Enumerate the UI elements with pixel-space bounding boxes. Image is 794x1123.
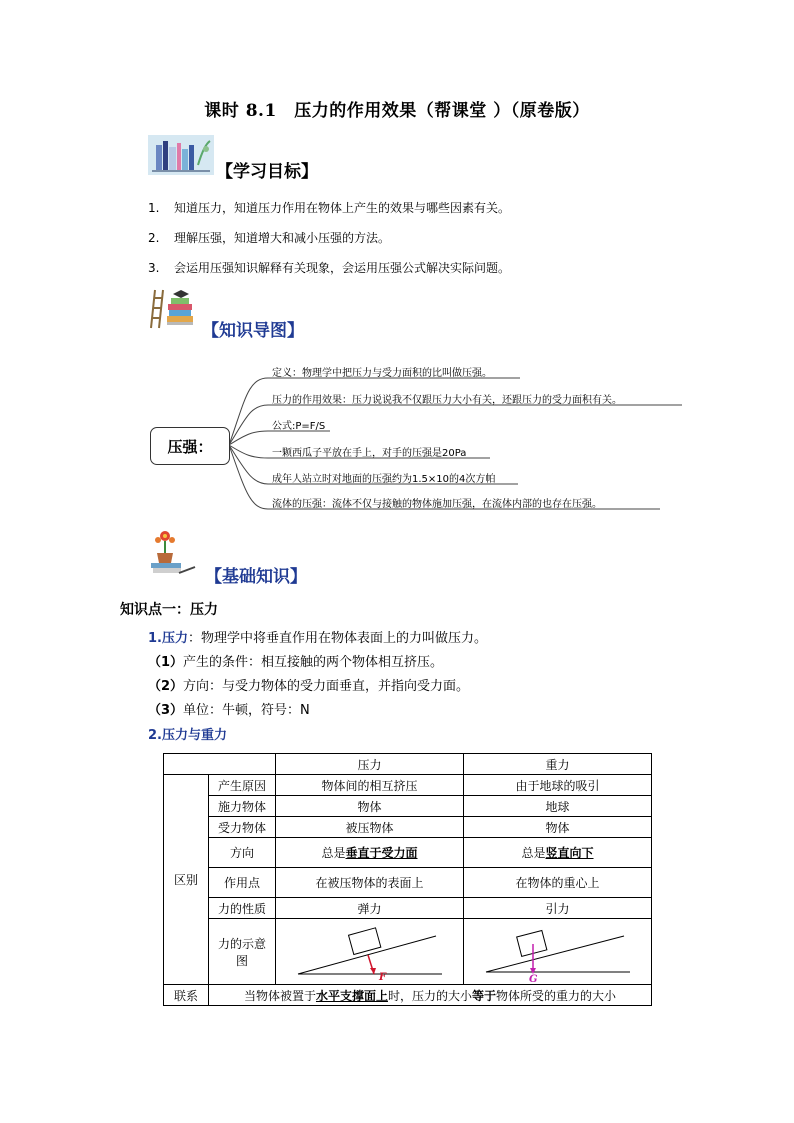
mindmap-branch: 公式:P=F/S <box>272 421 326 432</box>
table-row: 施力物体 物体 地球 <box>164 796 652 817</box>
subsection-title: 2.压力与重力 <box>148 728 227 743</box>
mindmap-branch: 定义：物理学中把压力与受力面积的比叫做压强。 <box>272 368 492 379</box>
flower-pot-icon <box>149 527 199 577</box>
table-row: 方向 总是垂直于受力面 总是竖直向下 <box>164 838 652 868</box>
header-cell: 压力 <box>276 754 464 775</box>
mindmap-root: 压强： <box>150 427 230 465</box>
mindmap-branch: 流体的压强：流体不仅与接触的物体施加压强，在流体内部的也存在压强。 <box>272 499 602 510</box>
table-row: 作用点 在被压物体的表面上 在物体的重心上 <box>164 868 652 898</box>
link-label: 联系 <box>164 985 209 1006</box>
table-row: 力的性质 弹力 引力 <box>164 898 652 919</box>
mindmap-heading: 【知识导图】 <box>202 321 304 341</box>
mindmap-branch: 成年人站立时对地面的压强约为1.5×10的4次方帕 <box>272 474 496 485</box>
comparison-table <box>163 753 652 1006</box>
basics-heading: 【基础知识】 <box>205 567 307 587</box>
table-row: 受力物体 被压物体 物体 <box>164 817 652 838</box>
header-cell: 重力 <box>464 754 652 775</box>
gravity-diagram <box>464 919 652 985</box>
force-label-g: G <box>528 973 538 982</box>
table-row: 区别 产生原因 物体间的相互挤压 由于地球的吸引 <box>164 775 652 796</box>
page-title: 课时 8.1 压力的作用效果（帮课堂 ）（原卷版） <box>204 101 590 121</box>
paragraph: 1.压力：物理学中将垂直作用在物体表面上的力叫做压力。 <box>148 631 487 646</box>
goal-item: 1. 知道压力，知道压力作用在物体上产生的效果与哪些因素有关。 <box>148 201 511 215</box>
paragraph: （1）产生的条件：相互接触的两个物体相互挤压。 <box>148 655 444 670</box>
kp1-title: 知识点一：压力 <box>120 602 218 618</box>
goal-item: 3. 会运用压强知识解释有关现象，会运用压强公式解决实际问题。 <box>148 261 511 275</box>
goal-item: 2. 理解压强，知道增大和减小压强的方法。 <box>148 231 391 245</box>
mindmap-branch: 压力的作用效果：压力说说我不仅跟压力大小有关，还跟压力的受力面积有关。 <box>272 395 622 406</box>
force-label-f: F <box>378 971 386 982</box>
table-row: 力的示意图 F G <box>164 919 652 985</box>
mindmap-branch: 一颗西瓜子平放在手上，对手的压强是20Pa <box>272 448 467 459</box>
paragraph: （3）单位：牛顿，符号：N <box>148 703 310 718</box>
goals-heading: 【学习目标】 <box>216 162 318 182</box>
pressure-diagram <box>276 919 464 985</box>
table-header-row <box>164 754 652 775</box>
link-text: 当物体被置于水平支撑面上时，压力的大小等于物体所受的重力的大小 <box>209 985 652 1006</box>
paragraph: （2）方向：与受力物体的受力面垂直，并指向受力面。 <box>148 679 470 694</box>
group-label: 区别 <box>164 775 209 985</box>
table-row <box>164 985 652 1006</box>
